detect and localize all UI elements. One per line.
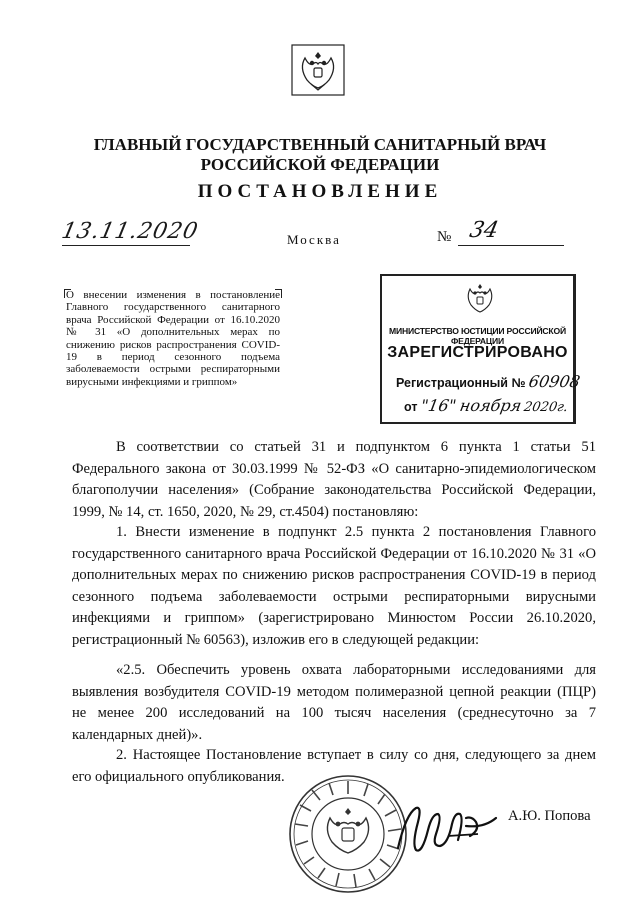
stamp-coat-of-arms-icon xyxy=(464,282,496,316)
document-type: ПОСТАНОВЛЕНИЕ xyxy=(197,181,443,202)
issuer-title xyxy=(60,135,580,175)
document-subject: О внесении изменения в постановление Главного государственного санитарного врача Российской Федерации от 16.10.2020 № 31 «О дополнительных мерах по снижению рисков распространения COVID-19 в период сезонного подъема заболеваемости острыми респираторными вирусными инфекциями и гриппом» xyxy=(66,289,280,388)
stamp-reg-number: 60908 xyxy=(527,372,582,391)
stamp-reg-label: Регистрационный № xyxy=(396,376,526,390)
stamp-date-row xyxy=(404,396,568,415)
issuer-line-2: РОССИЙСКОЙ ФЕДЕРАЦИИ xyxy=(200,155,440,174)
quoted-amendment-paragraph xyxy=(72,660,596,746)
signature xyxy=(390,796,500,866)
preamble-paragraph xyxy=(72,437,596,523)
stamp-from-label: от xyxy=(404,400,418,414)
document-date: 13.11.2020 xyxy=(59,219,201,244)
stamp-ministry: МИНИСТЕРСТВО ЮСТИЦИИ РОССИЙСКОЙ ФЕДЕРАЦИИ xyxy=(389,326,566,346)
stamp-reg-number-row xyxy=(396,372,580,391)
registration-stamp xyxy=(380,274,582,424)
stamp-month: ноября xyxy=(457,396,523,415)
date-underline xyxy=(62,245,190,246)
signer-name: А.Ю. Попова xyxy=(508,808,591,824)
coat-of-arms-icon xyxy=(291,44,345,96)
number-label: № xyxy=(437,229,452,245)
stamp-registered: ЗАРЕГИСТРИРОВАНО xyxy=(387,344,568,361)
quoted-amendment-text: «2.5. Обеспечить уровень охвата лабораторными исследованиями для выявления возбудителя COVID-19 методом полимеразной цепной реакции (ПЦР) не менее 200 исследований на 100 тысяч населения (среднесуточно за 7 календарных дней)». xyxy=(72,662,596,743)
stamp-day: "16" xyxy=(419,396,458,415)
stamp-year: 2020г. xyxy=(523,400,570,415)
number-underline xyxy=(458,245,564,246)
document-number: 34 xyxy=(467,218,501,243)
item-1-text: 1. Внести изменение в подпункт 2.5 пункта 2 постановления Главного государственного санитарного врача Российской Федерации от 16.10.2020 № 31 «О дополнительных мерах по снижению рисков распространения COVID-19 в период сезонного подъема заболеваемости острыми респираторными вирусными инфекциями и гриппом» (зарегистрировано Минюстом России 26.10.2020, регистрационный № 60563), изложив его в следующей редакции: xyxy=(72,524,596,648)
issuer-line-1: ГЛАВНЫЙ ГОСУДАРСТВЕННЫЙ САНИТАРНЫЙ ВРАЧ xyxy=(93,135,547,154)
document-city: Москва xyxy=(287,232,341,247)
item-2-text: 2. Настоящее Постановление вступает в силу со дня, следующего за днем его официального опубликования. xyxy=(72,747,596,785)
preamble-text: В соответствии со статьей 31 и подпунктом 6 пункта 1 статьи 51 Федерального закона от 30.03.1999 № 52-ФЗ «О санитарно-эпидемиологическом благополучии населения» (Собрание законодательства Российской Федерации, 1999, № 14, ст. 1650, 2020, № 29, ст.4504) постановляю: xyxy=(72,439,596,520)
item-1-paragraph xyxy=(72,522,596,652)
